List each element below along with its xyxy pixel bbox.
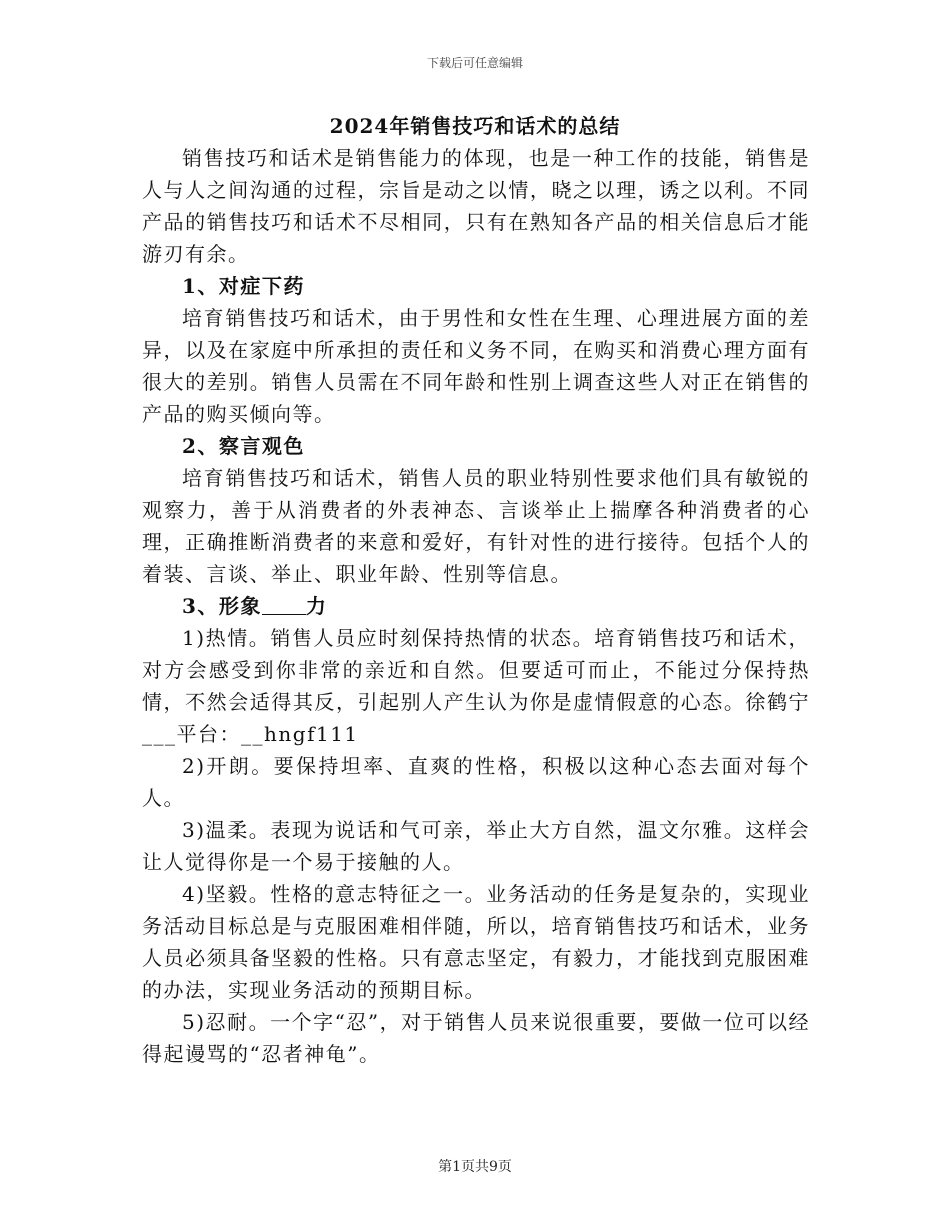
section-2-heading: 2、察言观色 [182, 434, 305, 458]
section-3-item-2: 2)开朗。要保持坦率、直爽的性格，积极以这种心态去面对每个人。 [142, 754, 810, 810]
header-note: 下载后可任意编辑 [426, 56, 523, 70]
section-3-heading-part-b: 力 [305, 594, 328, 618]
section-3-heading-part-a: 3、形象 [182, 594, 262, 618]
document-title: 2024年销售技巧和话术的总结 [329, 114, 621, 138]
section-2-body: 培育销售技巧和话术，销售人员的职业特别性要求他们具有敏锐的观察力，善于从消费者的外表神态、言谈举止上揣摩各种消费者的心理，正确推断消费者的来意和爱好，有针对性的进行接待。包括个人的着装、言谈、举止、职业年龄、性别等信息。 [142, 466, 810, 586]
section-3-item-4: 4)坚毅。性格的意志特征之一。业务活动的任务是复杂的，实现业务活动目标总是与克服困难相伴随，所以，培育销售技巧和话术，业务人员必须具备坚毅的性格。只有意志坚定，有毅力，才能找到克服困难的办法，实现业务活动的预期目标。 [142, 882, 810, 1002]
section-1-heading: 1、对症下药 [182, 274, 305, 298]
document-body [142, 142, 810, 1070]
section-3-item-5: 5)忍耐。一个字“忍”，对于销售人员来说很重要，要做一位可以经得起谩骂的“忍者神龟”。 [142, 1010, 810, 1066]
page-footer: 第1页共9页 [438, 1159, 512, 1175]
section-3-item-3: 3)温柔。表现为说话和气可亲，举止大方自然，温文尔雅。这样会让人觉得你是一个易于接触的人。 [142, 818, 810, 874]
section-3-heading [142, 590, 810, 622]
section-3-item-1: 1)热情。销售人员应时刻保持热情的状态。培育销售技巧和话术，对方会感受到你非常的亲近和自然。但要适可而止，不能过分保持热情，不然会适得其反，引起别人产生认为你是虚情假意的心态。徐鹤宁___平台：__hngf111 [142, 626, 810, 746]
blank-underline [262, 594, 306, 615]
section-1-body: 培育销售技巧和话术，由于男性和女性在生理、心理进展方面的差异，以及在家庭中所承担的责任和义务不同，在购买和消费心理方面有很大的差别。销售人员需在不同年龄和性别上调查这些人对正在销售的产品的购买倾向等。 [142, 306, 810, 426]
intro-paragraph: 销售技巧和话术是销售能力的体现，也是一种工作的技能，销售是人与人之间沟通的过程，宗旨是动之以情，晓之以理，诱之以利。不同产品的销售技巧和话术不尽相同，只有在熟知各产品的相关信息后才能游刃有余。 [142, 146, 810, 266]
